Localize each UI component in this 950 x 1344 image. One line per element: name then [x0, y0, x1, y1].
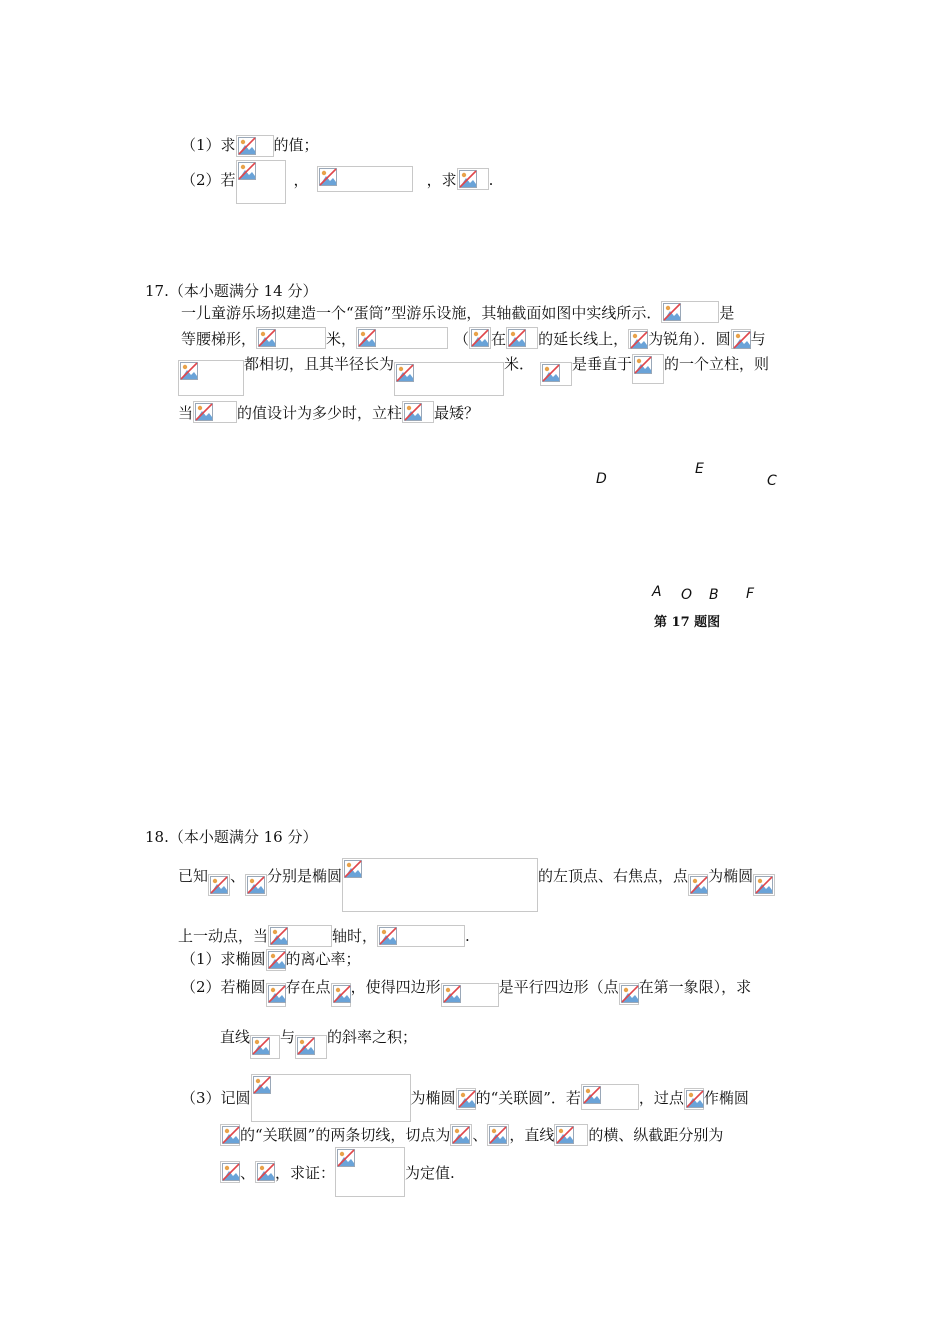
- formula-image-icon: [335, 1147, 405, 1197]
- p17-line1: 一儿童游乐场拟建造一个“蛋筒”型游乐设施，其轴截面如图中实线所示． 是: [181, 301, 734, 323]
- formula-image-icon: [394, 362, 504, 396]
- formula-image-icon: [208, 874, 230, 896]
- formula-image-icon: [317, 166, 413, 192]
- formula-image-icon: [441, 983, 499, 1007]
- formula-image-icon: [661, 301, 719, 323]
- formula-image-icon: [245, 874, 267, 896]
- formula-image-icon: [619, 983, 639, 1005]
- p17-line4: 当 的值设计为多少时，立柱 最矮？: [178, 401, 479, 423]
- formula-image-icon: [456, 1088, 476, 1110]
- formula-image-icon: [540, 362, 572, 386]
- formula-image-icon: [236, 135, 274, 157]
- figure-label-o: O: [681, 587, 693, 603]
- formula-image-icon: [266, 983, 286, 1007]
- formula-image-icon: [487, 1124, 509, 1146]
- figure-label-e: E: [695, 461, 704, 477]
- formula-image-icon: [178, 360, 244, 396]
- p18-line2: 上一动点，当 轴时， .: [178, 927, 470, 945]
- formula-image-icon: [469, 327, 491, 349]
- figure-label-a: A: [652, 584, 662, 600]
- formula-image-icon: [377, 925, 465, 947]
- p18-part2-cont: 直线 与 的斜率之积；: [220, 1027, 417, 1059]
- p18-part1: （1）求椭圆 的离心率；: [181, 949, 361, 971]
- formula-image-icon: [220, 1124, 240, 1146]
- p17-line2: 等腰梯形， 米， （ 在 的延长线上， 为锐角）．圆 与: [181, 327, 766, 349]
- figure-label-c: C: [767, 473, 777, 489]
- formula-image-icon: [255, 1161, 275, 1183]
- formula-image-icon: [731, 329, 751, 349]
- formula-image-icon: [506, 327, 538, 349]
- formula-image-icon: [581, 1084, 639, 1110]
- figure-label-f: F: [746, 586, 755, 602]
- figure-label-b: B: [709, 587, 719, 603]
- formula-image-icon: [268, 925, 332, 947]
- formula-image-icon: [220, 1161, 240, 1183]
- formula-image-icon: [684, 1088, 704, 1110]
- formula-image-icon: [753, 874, 775, 896]
- formula-image-icon: [554, 1124, 588, 1146]
- figure-label-d: D: [596, 471, 607, 487]
- formula-image-icon: [256, 327, 326, 349]
- p17-header: 17.（本小题满分 14 分）: [145, 282, 318, 300]
- formula-image-icon: [250, 1035, 280, 1059]
- p18-part3-cont1: 的“关联圆”的两条切线，切点为 、 ，直线 的横、纵截距分别为: [220, 1124, 723, 1146]
- p16-part2: （2）若 ， ，求 .: [181, 160, 493, 204]
- formula-image-icon: [632, 354, 664, 384]
- figure-caption: 第 17 题图: [654, 615, 721, 630]
- p17-line3: 都相切，且其半径长为 米． 是垂直于 的一个立柱，则: [178, 352, 769, 396]
- formula-image-icon: [450, 1124, 472, 1146]
- formula-image-icon: [331, 983, 351, 1007]
- p18-line1: 已知 、 分别是椭圆 的左顶点、右焦点，点 为椭圆: [178, 858, 775, 912]
- formula-image-icon: [251, 1074, 411, 1122]
- formula-image-icon: [688, 874, 708, 896]
- formula-image-icon: [356, 327, 448, 349]
- formula-image-icon: [628, 329, 648, 349]
- formula-image-icon: [193, 401, 237, 423]
- formula-image-icon: [402, 401, 434, 423]
- p18-part2: （2）若椭圆 存在点 ，使得四边形 是平行四边形（点 在第一象限），求: [181, 977, 751, 1007]
- p18-part3-cont2: 、 ，求证： 为定值.: [220, 1147, 455, 1197]
- formula-image-icon: [457, 168, 489, 190]
- formula-image-icon: [295, 1035, 327, 1059]
- formula-image-icon: [266, 949, 286, 971]
- formula-image-icon: [236, 160, 286, 204]
- p18-part3: （3）记圆 为椭圆 的“关联圆”．若 ，过点 作椭圆: [181, 1074, 749, 1122]
- p18-header: 18.（本小题满分 16 分）: [145, 828, 318, 846]
- formula-image-icon: [342, 858, 538, 912]
- p16-part1: （1）求 的值；: [181, 135, 319, 157]
